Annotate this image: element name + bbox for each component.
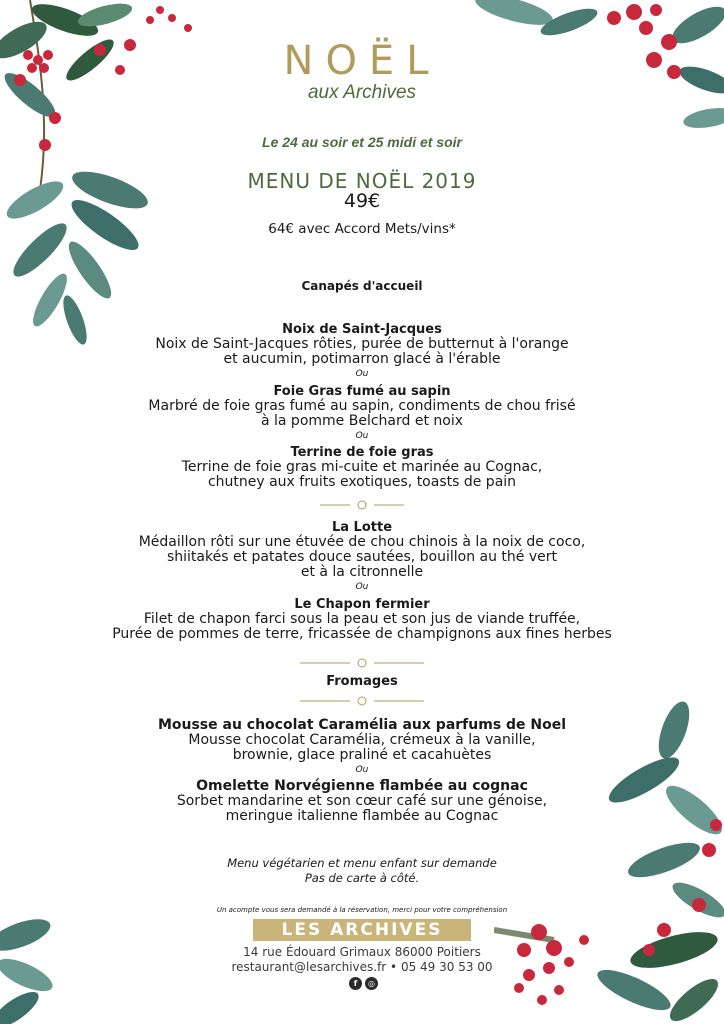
main-1 [0, 520, 724, 595]
service-dates: Le 24 au soir et 25 midi et soir [262, 134, 462, 150]
main-2 [0, 597, 724, 642]
brand-logo: LES ARCHIVES [253, 919, 471, 941]
dish-description: Marbré de foie gras fumé au sapin, condiments de chou frisé [148, 398, 576, 414]
dish-name: La Lotte [331, 520, 393, 535]
dish-description: Filet de chapon farci sous la peau et son jus de viande truffée, [143, 611, 581, 627]
wine-pairing-price: 64€ avec Accord Mets/vins* [268, 221, 456, 237]
dish-description: Terrine de foie gras mi-cuite et marinée au Cognac, [181, 459, 543, 475]
dish-description: shiitakés et patates douce sautées, bouillon au thé vert [166, 549, 557, 565]
dish-description: Sorbet mandarine et son cœur café sur une génoise, [176, 793, 548, 809]
contact-info: restaurant@lesarchives.fr • 05 49 30 53 00 [231, 960, 493, 974]
ornament-divider [0, 657, 724, 669]
note-line: Menu végétarien et menu enfant sur demande [227, 856, 497, 870]
ornament-divider [0, 695, 724, 707]
dish-description: et à la citronnelle [300, 564, 424, 580]
dish-description: Noix de Saint-Jacques rôties, purée de butternut à l'orange [155, 336, 569, 352]
ornament-divider [0, 499, 724, 511]
or-label: Ou [355, 582, 369, 592]
address: 14 rue Édouard Grimaux 86000 Poitiers [243, 945, 481, 959]
dish-name: Le Chapon fermier [294, 597, 430, 612]
instagram-icon[interactable]: ◎ [365, 977, 378, 990]
logo-title: NOËL [283, 38, 441, 84]
starter-2 [0, 384, 724, 444]
menu-price: 49€ [343, 190, 381, 212]
dish-name: Foie Gras fumé au sapin [273, 384, 451, 399]
dish-name: Mousse au chocolat Caramélia aux parfums de Noel [157, 717, 567, 733]
welcome-canapes-heading: Canapés d'accueil [301, 279, 423, 293]
dish-name: Noix de Saint-Jacques [282, 322, 442, 337]
starter-1 [0, 322, 724, 382]
dish-description: chutney aux fruits exotiques, toasts de pain [207, 474, 517, 490]
dish-description: à la pomme Belchard et noix [260, 413, 463, 429]
facebook-icon[interactable]: f [349, 977, 362, 990]
cheese-course: Fromages [326, 674, 398, 689]
dish-description: Purée de pommes de terre, fricassée de champignons aux fines herbes [112, 626, 612, 642]
deposit-note: Un acompte vous sera demandé à la réservation, merci pour votre compréhension [216, 906, 508, 914]
dessert-1 [0, 718, 724, 778]
or-label: Ou [355, 369, 369, 379]
dish-description: Médaillon rôti sur une étuvée de chou chinois à la noix de coco, [138, 534, 586, 550]
or-label: Ou [355, 431, 369, 441]
note-line: Pas de carte à côté. [304, 871, 420, 885]
dessert-2 [0, 779, 724, 824]
dish-description: et aucumin, potimarron glacé à l'érable [223, 351, 501, 367]
logo-subtitle: aux Archives [307, 82, 417, 103]
dish-description: Mousse chocolat Caramélia, crémeux à la vanille, [188, 732, 536, 748]
menu-title: MENU DE NOËL 2019 [247, 169, 477, 193]
contact-block [0, 945, 724, 975]
dish-name: Omelette Norvégienne flambée au cognac [196, 778, 528, 794]
dish-description: brownie, glace praliné et cacahuètes [232, 747, 492, 763]
dietary-note [0, 856, 724, 886]
starter-3 [0, 445, 724, 490]
dish-name: Terrine de foie gras [290, 445, 434, 460]
dish-description: meringue italienne flambée au Cognac [225, 808, 499, 824]
or-label: Ou [355, 765, 369, 775]
